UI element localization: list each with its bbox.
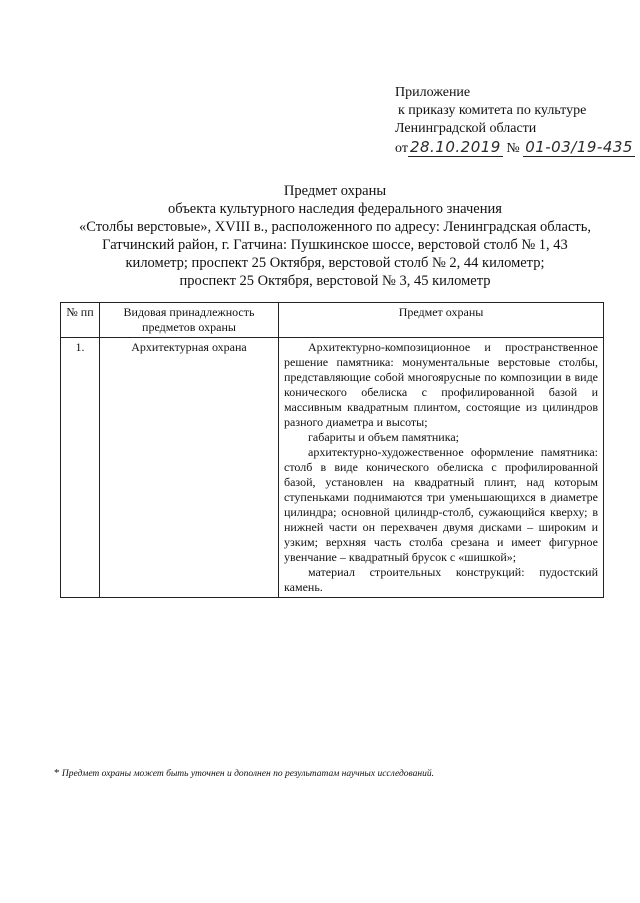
row-subject	[279, 338, 604, 598]
document-title	[60, 182, 610, 290]
appendix-date-number-line	[395, 138, 635, 158]
table-row	[61, 338, 604, 598]
title-line-1: Предмет охраны	[283, 183, 387, 199]
row-num: 1.	[61, 338, 100, 598]
footnote-marker: *	[54, 767, 60, 779]
footnote	[54, 767, 614, 779]
footnote-text: Предмет охраны может быть уточнен и дополнен по результатам научных исследований.	[61, 769, 434, 779]
subject-paragraph: материал строительных конструкций: пудостский камень.	[284, 565, 598, 594]
row-type: Архитектурная охрана	[100, 338, 279, 598]
table-header-row	[61, 303, 604, 338]
title-line-6: проспект 25 Октября, верстовой № 3, 45 километр	[179, 273, 491, 289]
appendix-order-line: к приказу комитета по культуре	[398, 103, 587, 118]
header-subject: Предмет охраны	[279, 303, 604, 338]
number-prefix: №	[506, 141, 520, 156]
subject-paragraph: габариты и объем памятника;	[308, 430, 460, 444]
title-line-2: объекта культурного наследия федерального значения	[168, 201, 502, 217]
header-type: Видовая принадлежность предметов охраны	[100, 303, 279, 338]
appendix-region-line: Ленинградской области	[395, 121, 537, 136]
appendix-block	[395, 84, 635, 158]
appendix-title: Приложение	[395, 85, 471, 100]
from-prefix: от	[395, 141, 408, 156]
title-line-4: Гатчинский район, г. Гатчина: Пушкинское шоссе, верстовой столб № 1, 43	[102, 237, 568, 253]
header-num: № пп	[61, 303, 100, 338]
title-line-5: километр; проспект 25 Октября, верстовой столб № 2, 44 километр;	[125, 255, 545, 271]
order-number: 01-03/19-435	[525, 138, 633, 156]
title-line-3: «Столбы верстовые», XVIII в., расположенного по адресу: Ленинградская область,	[79, 219, 591, 235]
subject-paragraph: Архитектурно-композиционное и пространственное решение памятника: монументальные верстовые столбы, представляющие собой многоярусные по композиции в виде конического обелиска с профилированной базой и массивным квадратным плинтом, состоящие из цилиндров разного диаметра и высоты;	[284, 340, 598, 429]
subject-paragraph: архитектурно-художественное оформление памятника: столб в виде конического обелиска с профилированной базой, установлен на квадратный плинт, над которым ступеньками поднимаются три уменьшающихся в диаметре цилиндра; основной цилиндр-столб, сужающийся кверху; в нижней части он перехвачен двумя дисками – широким и узким; верхняя часть столба срезана и имеет фигурное увенчание – квадратный брусок с «шишкой»;	[284, 445, 598, 564]
protection-subject-table	[60, 302, 604, 598]
order-date: 28.10.2019	[409, 138, 501, 156]
